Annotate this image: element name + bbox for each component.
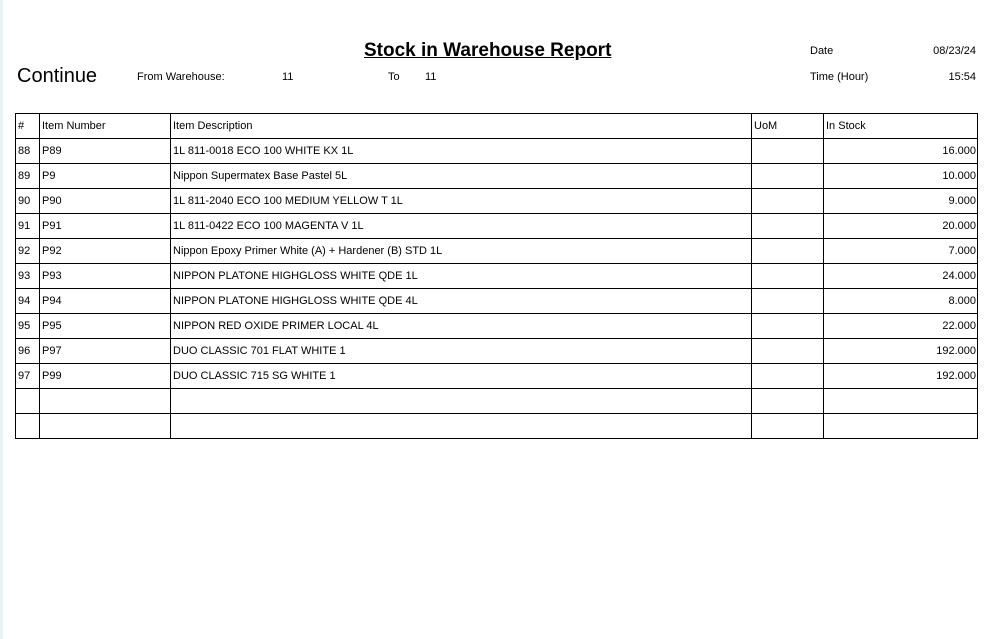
- table-row: [16, 314, 978, 339]
- table-row: [16, 389, 978, 414]
- time-label: Time (Hour): [810, 71, 869, 83]
- item-description-cell: 1L 811-0422 ECO 100 MAGENTA V 1L: [171, 214, 752, 239]
- row-index-cell: 93: [16, 264, 40, 289]
- uom-cell: [752, 364, 824, 389]
- from-warehouse-value: 11: [282, 71, 294, 83]
- in-stock-cell: 20.000: [824, 214, 978, 239]
- item-number-cell: P97: [40, 339, 171, 364]
- item-description-cell: Nippon Supermatex Base Pastel 5L: [171, 164, 752, 189]
- uom-cell: [752, 339, 824, 364]
- row-index-cell: 94: [16, 289, 40, 314]
- to-warehouse-label: To: [388, 71, 400, 83]
- uom-cell: [752, 289, 824, 314]
- column-header-in-stock: In Stock: [824, 114, 978, 139]
- in-stock-cell: 7.000: [824, 239, 978, 264]
- item-description-cell: 1L 811-0018 ECO 100 WHITE KX 1L: [171, 139, 752, 164]
- date-value: 08/23/24: [933, 45, 976, 57]
- item-number-cell: P92: [40, 239, 171, 264]
- in-stock-cell: 192.000: [824, 364, 978, 389]
- row-index-cell: 92: [16, 239, 40, 264]
- in-stock-cell: 16.000: [824, 139, 978, 164]
- in-stock-cell: 9.000: [824, 189, 978, 214]
- item-number-cell: P91: [40, 214, 171, 239]
- column-header-item-number: Item Number: [40, 114, 171, 139]
- uom-cell: [752, 239, 824, 264]
- row-index-cell: 96: [16, 339, 40, 364]
- row-index-cell: 95: [16, 314, 40, 339]
- table-row: [16, 364, 978, 389]
- item-description-cell: DUO CLASSIC 701 FLAT WHITE 1: [171, 339, 752, 364]
- uom-cell: [752, 139, 824, 164]
- item-description-cell: NIPPON PLATONE HIGHGLOSS WHITE QDE 1L: [171, 264, 752, 289]
- in-stock-cell: [824, 389, 978, 414]
- table-body: [16, 139, 978, 439]
- item-description-cell: Nippon Epoxy Primer White (A) + Hardener (B) STD 1L: [171, 239, 752, 264]
- row-index-cell: [16, 389, 40, 414]
- time-value: 15:54: [948, 71, 976, 83]
- column-header-index: #: [16, 114, 40, 139]
- table-row: [16, 239, 978, 264]
- table-row: [16, 414, 978, 439]
- table-row: [16, 339, 978, 364]
- in-stock-cell: 24.000: [824, 264, 978, 289]
- continue-label: Continue: [17, 65, 98, 87]
- uom-cell: [752, 414, 824, 439]
- uom-cell: [752, 314, 824, 339]
- item-description-cell: 1L 811-2040 ECO 100 MEDIUM YELLOW T 1L: [171, 189, 752, 214]
- item-number-cell: P90: [40, 189, 171, 214]
- item-number-cell: [40, 389, 171, 414]
- table-row: [16, 264, 978, 289]
- uom-cell: [752, 264, 824, 289]
- uom-cell: [752, 164, 824, 189]
- item-description-cell: [171, 414, 752, 439]
- column-header-item-description: Item Description: [171, 114, 752, 139]
- row-index-cell: 89: [16, 164, 40, 189]
- row-index-cell: 91: [16, 214, 40, 239]
- item-number-cell: [40, 414, 171, 439]
- item-description-cell: [171, 389, 752, 414]
- item-number-cell: P99: [40, 364, 171, 389]
- table-row: [16, 289, 978, 314]
- table-row: [16, 164, 978, 189]
- row-index-cell: [16, 414, 40, 439]
- in-stock-cell: 22.000: [824, 314, 978, 339]
- item-number-cell: P93: [40, 264, 171, 289]
- in-stock-cell: [824, 414, 978, 439]
- uom-cell: [752, 214, 824, 239]
- item-number-cell: P9: [40, 164, 171, 189]
- date-label: Date: [810, 45, 834, 57]
- item-number-cell: P94: [40, 289, 171, 314]
- table-header-row: [16, 114, 978, 139]
- row-index-cell: 97: [16, 364, 40, 389]
- row-index-cell: 88: [16, 139, 40, 164]
- item-description-cell: NIPPON RED OXIDE PRIMER LOCAL 4L: [171, 314, 752, 339]
- uom-cell: [752, 389, 824, 414]
- uom-cell: [752, 189, 824, 214]
- item-number-cell: P95: [40, 314, 171, 339]
- item-description-cell: DUO CLASSIC 715 SG WHITE 1: [171, 364, 752, 389]
- from-warehouse-label: From Warehouse:: [137, 71, 225, 83]
- stock-table: [15, 113, 978, 439]
- table-row: [16, 214, 978, 239]
- in-stock-cell: 192.000: [824, 339, 978, 364]
- item-description-cell: NIPPON PLATONE HIGHGLOSS WHITE QDE 4L: [171, 289, 752, 314]
- table-row: [16, 139, 978, 164]
- to-warehouse-value: 11: [425, 71, 437, 83]
- in-stock-cell: 10.000: [824, 164, 978, 189]
- in-stock-cell: 8.000: [824, 289, 978, 314]
- item-number-cell: P89: [40, 139, 171, 164]
- table-row: [16, 189, 978, 214]
- column-header-uom: UoM: [752, 114, 824, 139]
- row-index-cell: 90: [16, 189, 40, 214]
- window-edge: [0, 0, 3, 639]
- report-title: Stock in Warehouse Report: [364, 40, 612, 61]
